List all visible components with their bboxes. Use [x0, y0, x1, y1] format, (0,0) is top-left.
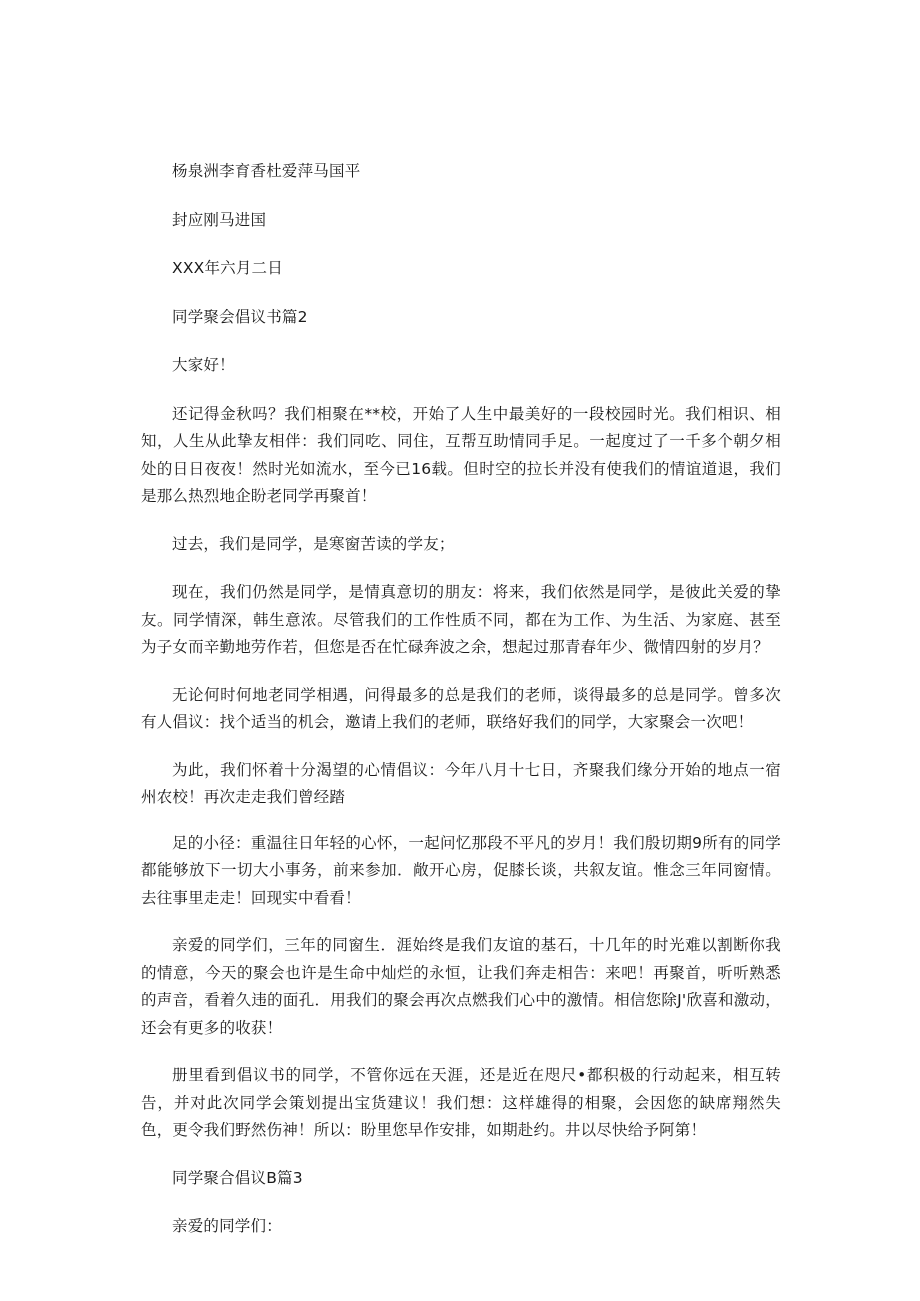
signatories-line-2: 封应刚马进国: [172, 210, 267, 229]
date-line: XXX年六月二日: [172, 259, 283, 277]
paragraph-call-to-action: 册里看到倡议书的同学，不管你远在天涯，还是近在咫尺•都积极的行动起来，相互转告，并对此次同学会策划提出宝货建议！我们想：这样雄得的相聚，会因您的缺席翔然失色，更令我们野然伤神！所以：盼里您早作安排，如期赴约。井以尽快给予阿第！: [141, 1066, 781, 1139]
paragraph-dear-classmates: 亲爱的同学们，三年的同窗生．涯始终是我们友谊的基石，十几年的时光难以割断你我的情意，今天的聚会也许是生命中灿烂的永恒，让我们奔走相告：来吧！再聚首，听听熟悉的声音，看着久违的面孔．用我们的聚会再次点燃我们心中的激情。相信您除J'欣喜和激动，还会有更多的收获！: [141, 936, 781, 1037]
paragraph-present: 现在，我们仍然是同学，是情真意切的朋友：将来，我们依然是同学，是彼此关爱的挚友。同学情深，韩生意浓。尽管我们的工作性质不同，都在为工作、为生活、为家庭、甚至为子女而辛勤地劳作若，但您是否在忙碌奔波之余，想起过那青春年少、微情四射的岁月？: [141, 583, 781, 656]
signatories-line-1: 杨泉洲李育香杜爱萍马国平: [172, 162, 361, 180]
section-heading-3: 同学聚合倡议B篇3: [172, 1168, 303, 1187]
paragraph-reunion-wish: 无论何时何地老同学相遇，问得最多的总是我们的老师，谈得最多的总是同学。曾多次有人倡议：找个适当的机会，邀请上我们的老师，联络好我们的同学，大家聚会一次吧！: [141, 685, 781, 731]
salutation: 亲爱的同学们：: [172, 1217, 282, 1235]
paragraph-past: 过去，我们是同学，是寒窗苦读的学友；: [172, 534, 455, 553]
paragraph-path: 足的小径：重温往日年轻的心怀，一起问忆那段不平凡的岁月！我们殷切期9所有的同学都能够放下一切大小事务，前来参加．敞开心房，促膝长谈，共叙友谊。惟念三年同窗情。去往事里走走！回现实中看看！: [141, 833, 781, 907]
greeting: 大家好！: [172, 356, 235, 374]
paragraph-memories: 还记得金秋吗？我们相聚在**校，开始了人生中最美好的一段校园时光。我们相识、相知，人生从此挚友相伴：我们同吃、同住，互帮互助情同手足。一起度过了一千多个朝夕相处的日日夜夜！然时光如流水，至今已16载。但时空的拉长并没有使我们的情谊道退，我们是那么热烈地企盼老同学再聚首！: [141, 404, 781, 505]
section-heading-2: 同学聚会倡议书篇2: [172, 307, 308, 326]
document-body: [141, 158, 781, 1262]
paragraph-proposal: 为此，我们怀着十分渴望的心情倡议：今年八月十七日，齐聚我们缘分开始的地点一宿州农校！再次走走我们曾经踏: [141, 760, 781, 806]
